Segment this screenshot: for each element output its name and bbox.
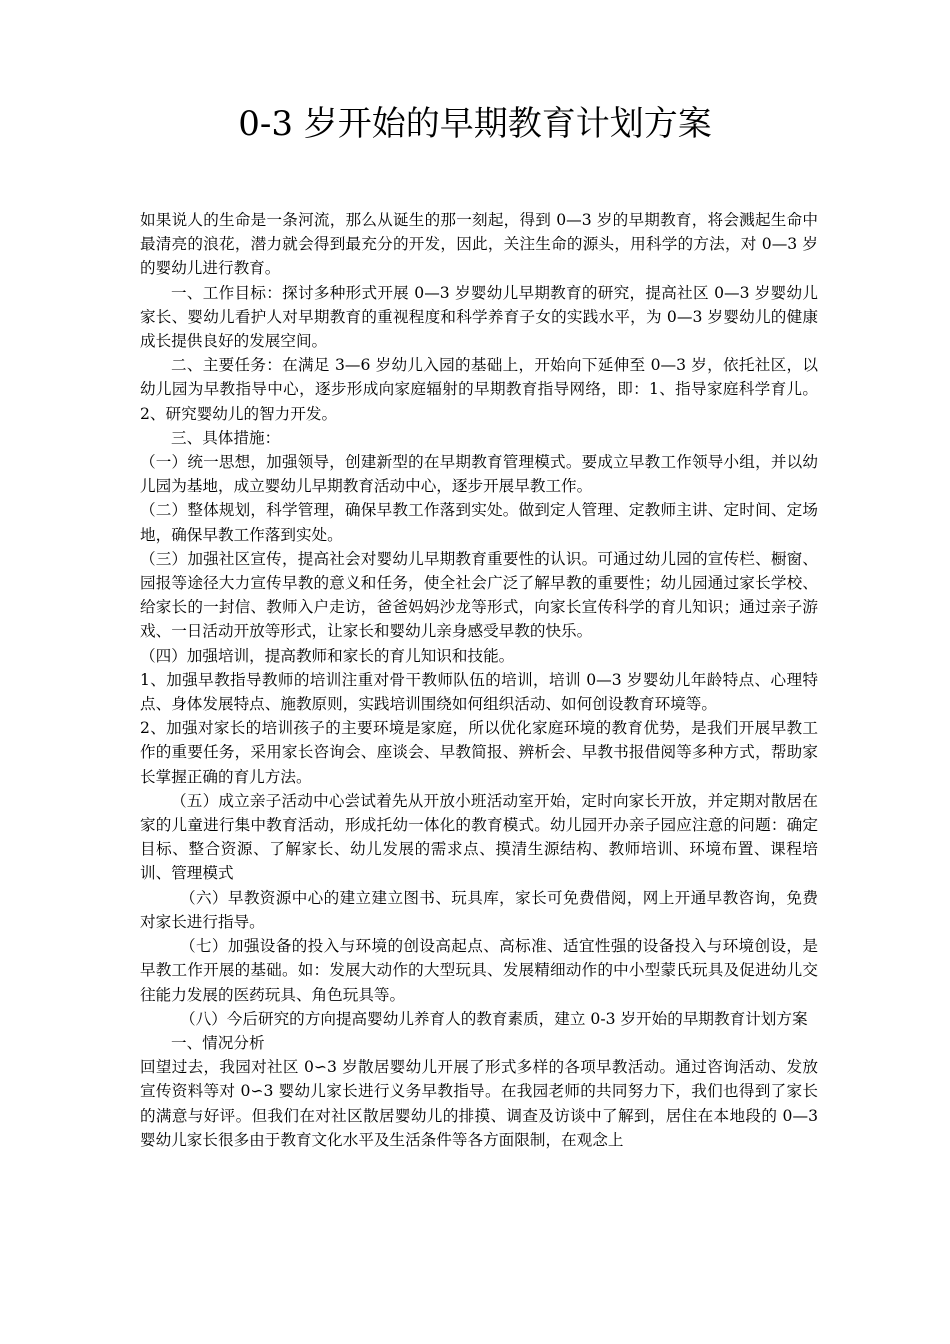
document-body bbox=[140, 208, 818, 1152]
paragraph: （二）整体规划，科学管理，确保早教工作落到实处。做到定人管理、定教师主讲、定时间、定场地，确保早教工作落到实处。 bbox=[140, 501, 818, 544]
paragraph: 一、工作目标：探讨多种形式开展 0—3 岁婴幼儿早期教育的研究，提高社区 0—3 岁婴幼儿家长、婴幼儿看护人对早期教育的重视程度和科学养育子女的实践水平，为 0—3 岁婴幼儿的健康成长提供良好的发展空间。 bbox=[140, 283, 818, 351]
paragraph: 一、情况分析 bbox=[171, 1033, 265, 1052]
paragraph: 2、加强对家长的培训孩子的主要环境是家庭，所以优化家庭环境的教育优势，是我们开展早教工作的重要任务，采用家长咨询会、座谈会、早教简报、辨析会、早教书报借阅等多种方式，帮助家长掌握正确的育儿方法。 bbox=[140, 719, 818, 786]
paragraph: （三）加强社区宣传，提高社会对婴幼儿早期教育重要性的认识。可通过幼儿园的宣传栏、橱窗、园报等途径大力宣传早教的意义和任务，使全社会广泛了解早教的重要性；幼儿园通过家长学校、给家长的一封信、教师入户走访，爸爸妈妈沙龙等形式，向家长宣传科学的育儿知识；通过亲子游戏、一日活动开放等形式，让家长和婴幼儿亲身感受早教的快乐。 bbox=[140, 549, 818, 641]
paragraph: （四）加强培训，提高教师和家长的育儿知识和技能。 bbox=[140, 646, 515, 665]
paragraph: （七）加强设备的投入与环境的创设高起点、高标准、适宜性强的设备投入与环境创设，是早教工作开展的基础。如：发展大动作的大型玩具、发展精细动作的中小型蒙氏玩具及促进幼儿交往能力发展的医药玩具、角色玩具等。 bbox=[140, 937, 818, 1004]
paragraph: 三、具体措施： bbox=[171, 428, 281, 447]
paragraph: （五）成立亲子活动中心尝试着先从开放小班活动室开始，定时向家长开放，并定期对散居在家的儿童进行集中教育活动，形成托幼一体化的教育模式。幼儿园开办亲子园应注意的问题：确定目标、整合资源、了解家长、幼儿发展的需求点、摸清生源结构、教师培训、环境布置、课程培训、管理模式 bbox=[140, 791, 818, 883]
paragraph: 1、加强早教指导教师的培训注重对骨干教师队伍的培训，培训 0—3 岁婴幼儿年龄特点、心理特点、身体发展特点、施教原则，实践培训围绕如何组织活动、如何创设教育环境等。 bbox=[140, 670, 818, 714]
paragraph: （八）今后研究的方向提高婴幼儿养育人的教育素质，建立 0-3 岁开始的早期教育计划方案 bbox=[180, 1009, 808, 1028]
paragraph: 如果说人的生命是一条河流，那么从诞生的那一刻起，得到 0—3 岁的早期教育，将会溅起生命中最清亮的浪花，潜力就会得到最充分的开发，因此，关注生命的源头，用科学的方法，对 0—3 岁的婴幼儿进行教育。 bbox=[140, 211, 818, 278]
document-title: 0-3 岁开始的早期教育计划方案 bbox=[238, 104, 712, 144]
paragraph: 二、主要任务：在满足 3—6 岁幼儿入园的基础上，开始向下延伸至 0—3 岁，依托社区，以幼儿园为早教指导中心，逐步形成向家庭辐射的早期教育指导网络，即：1、指导家庭科学育儿。2、研究婴幼儿的智力开发。 bbox=[140, 356, 818, 423]
paragraph: 回望过去，我园对社区 0∽3 岁散居婴幼儿开展了形式多样的各项早教活动。通过咨询活动、发放宣传资料等对 0∽3 婴幼儿家长进行义务早教指导。在我园老师的共同努力下，我们也得到了家长的满意与好评。但我们在对社区散居婴幼儿的排摸、调查及访谈中了解到，居住在本地段的 0—3 婴幼儿家长很多由于教育文化水平及生活条件等各方面限制，在观念上 bbox=[140, 1058, 818, 1149]
paragraph: （一）统一思想，加强领导，创建新型的在早期教育管理模式。要成立早教工作领导小组，并以幼儿园为基地，成立婴幼儿早期教育活动中心，逐步开展早教工作。 bbox=[140, 453, 818, 496]
paragraph: （六）早教资源中心的建立建立图书、玩具库，家长可免费借阅，网上开通早教咨询，免费对家长进行指导。 bbox=[140, 888, 818, 931]
